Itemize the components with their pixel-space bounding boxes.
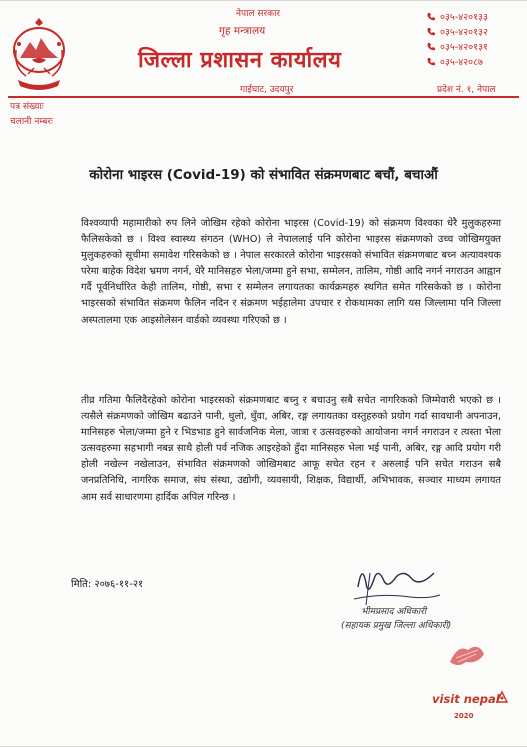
phone-item [426,54,488,69]
phone-icon [426,12,436,22]
header-divider [8,96,519,98]
phone-number: ०३५-४२०१३३ [440,12,488,23]
phone-number: ०३५-४२०८७ [440,57,483,68]
province-label: प्रदेश नं. १, नेपाल [437,85,496,95]
visit-nepal-logo: visit nepal [432,692,500,706]
visit-nepal-year: 2020 [454,712,474,720]
phone-icon [426,42,436,52]
dispatch-number-label: चलानी नम्बरः [10,117,53,127]
signatory-name: भीमप्रसाद अधिकारी [361,607,427,617]
visit-nepal-mark-icon [495,690,509,704]
phone-icon [426,57,436,67]
top-edge [0,0,527,1]
office-name: जिल्ला प्रशासन कार्यालय [138,48,342,73]
letter-date: मिति: २०७६-११-२१ [71,579,144,590]
letter-number-label: पत्र संख्याः [10,102,44,112]
phone-number: ०३५-४२०१३२ [440,27,488,38]
phone-number: ०३५-४२०१३१ [440,42,488,53]
phone-item [426,24,488,39]
phone-icon [426,27,436,37]
phone-list [426,9,488,69]
office-location: गाईघाट, उदयपुर [240,85,294,95]
stamp-mark [448,640,486,670]
body-paragraph-2: तीव्र गतिमा फैलिदैरहेको कोरोना भाइरसको संक्रमणबाट बच्नु र बचाउनु सबै सचेत नागरिकको जिम्मेवारी भएको छ । त्यसैले संक्रमणको जोखिम बढाउने पानी, धुलो, धुँवा, अबिर, रङ्ग लगायतका वस्तुहरुको प्रयोग गर्दा सावधानी अपनाउन, मानिसहरु भेला/जम्मा हुने र भिडभाड हुने सार्वजनिक मेला, जात्रा र उत्सवहरुको आयोजना नगर्न नगराउन र त्यस्ता भेला उत्सवहरुमा सहभागी नबन्न साथै होली पर्व नजिक आइरहेको हुँदा मानिसहरु भेला भई पानी, अबिर, रङ्ग आदि प्रयोग गरी होली नखेल्न नखेलाउन, संभावित संक्रमणको जोखिमबाट आफू सचेत रहन र अरुलाई पनि सचेत गराउन सबै जनप्रतिनिधि, नागरिक समाज, संघ संस्था, उद्योगी, व्यवसायी, शिक्षक, विद्यार्थी, अभिभावक, सञ्चार माध्यम लगायत आम सर्व साधारणमा हार्दिक अपिल गरिन्छ । [81,395,501,503]
phone-item [426,39,488,54]
notice-title: कोरोना भाइरस (Covid-19) को संभावित संक्रमणबाट बचौं, बचाऔं [89,167,438,183]
ministry-label: गृह मन्त्रालय [219,25,266,37]
nepal-government-label: नेपाल सरकार [236,9,281,19]
body-paragraph-1: विश्वव्यापी महामारीको रुप लिने जोखिम रहेको कोरोना भाइरस (Covid-19) को संक्रमण विश्वका धेरै मुलुकहरुमा फैलिसकेको छ । विश्व स्वास्थ्य संगठन (WHO) ले नेपाललाई पनि कोरोना भाइरस संक्रमणको उच्च जोखिमयुक्त मुलुकहरुको सूचीमा समावेश गरिसकेको छ । नेपाल सरकारले कोरोना भाइरसको संभावित संक्रमणबाट बच्न अत्यावश्यक परेमा बाहेक विदेश भ्रमण नगर्न, धेरै मानिसहरु भेला/जम्मा हुने सभा, सम्मेलन, तालिम, गोष्ठी आदि नगर्न नगराउन आह्वान गर्दै पूर्वनिर्धारित केही तालिम, गोष्ठी, सभा र सम्मेलन लगायतका कार्यक्रमहरु स्थगित समेत गरिसकेको छ । कोरोना भाइरसको संभावित संक्रमण फैलिन नदिन र संक्रमण भईहालेमा उपचार र रोकथामका लागि यस जिल्लामा पनि जिल्ला अस्पतालमा एक आइसोलेसन वार्डको व्यवस्था गरिएको छ । [81,218,501,326]
signatory-title: (सहायक प्रमुख जिल्ला अधिकारी) [341,621,452,631]
nepal-emblem-icon [10,14,68,94]
phone-item [426,9,488,24]
